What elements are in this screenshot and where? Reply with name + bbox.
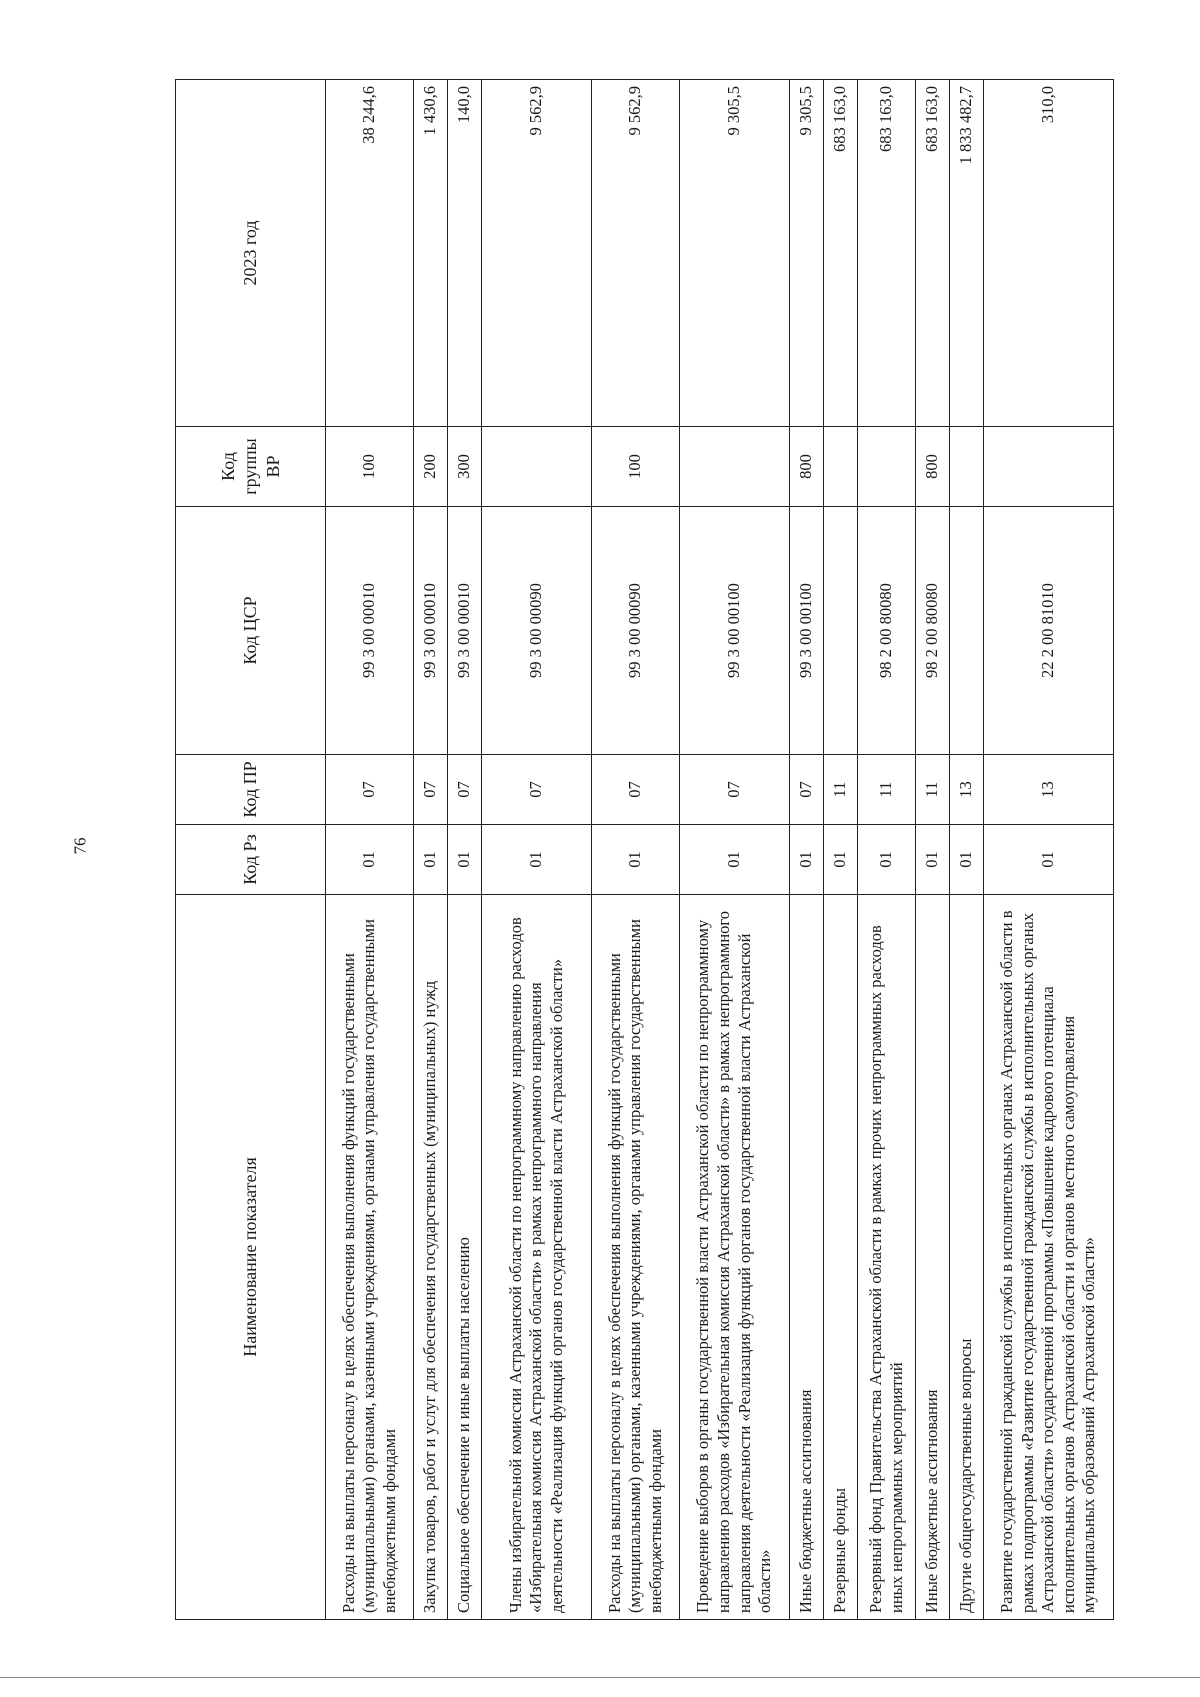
row-value: 1 833 482,7 <box>950 80 984 427</box>
row-csr: 98 2 00 80080 <box>858 507 916 755</box>
row-name: Другие общегосударственные вопросы <box>950 895 984 1620</box>
table-header <box>176 80 326 1620</box>
row-value: 683 163,0 <box>858 80 916 427</box>
row-name: Резервные фонды <box>824 895 858 1620</box>
row-vr <box>858 427 916 507</box>
row-value: 9 305,5 <box>790 80 824 427</box>
row-name: Расходы на выплаты персоналу в целях обеспечения выполнения функций государственными (муниципальными) органами, казенными учреждениями, органами управления государственными внебюджетными фондами <box>326 895 414 1620</box>
row-rz: 01 <box>790 825 824 895</box>
bottom-rule <box>0 1677 1200 1678</box>
row-csr: 99 3 00 00100 <box>680 507 790 755</box>
table-row <box>482 80 592 1620</box>
row-csr: 99 3 00 00090 <box>592 507 680 755</box>
table-row <box>824 80 858 1620</box>
row-csr: 99 3 00 00010 <box>414 507 448 755</box>
table-body <box>326 80 1114 1620</box>
row-name: Закупка товаров, работ и услуг для обеспечения государственных (муниципальных) нужд <box>414 895 448 1620</box>
row-csr <box>950 507 984 755</box>
row-value: 38 244,6 <box>326 80 414 427</box>
row-pr: 13 <box>984 755 1114 825</box>
row-csr: 99 3 00 00010 <box>448 507 482 755</box>
row-name: Члены избирательной комиссии Астраханской области по непрограммному направлению расходов «Избирательная комиссия Астраханской области» в рамках непрограммного направления деятельности «Реализация функций органов государственной власти Астраханской области» <box>482 895 592 1620</box>
table-row <box>326 80 414 1620</box>
row-pr: 07 <box>482 755 592 825</box>
table-row <box>950 80 984 1620</box>
table-row <box>448 80 482 1620</box>
row-name: Развитие государственной гражданской службы в исполнительных органах Астраханской области в рамках подпрограммы «Развитие государственной гражданской службы в исполнительных органах Астраханской области» государственной программы «Повышение кадрового потенциала исполнительных органов Астраханской области и органов местного самоуправления муниципальных образований Астраханской области» <box>984 895 1114 1620</box>
row-pr: 07 <box>790 755 824 825</box>
header-csr: Код ЦСР <box>176 507 326 755</box>
row-rz: 01 <box>414 825 448 895</box>
table-row <box>858 80 916 1620</box>
row-vr: 200 <box>414 427 448 507</box>
table-row <box>680 80 790 1620</box>
row-value: 1 430,6 <box>414 80 448 427</box>
row-pr: 07 <box>592 755 680 825</box>
row-vr <box>950 427 984 507</box>
row-name: Проведение выборов в органы государственной власти Астраханской области по непрограммному направлению расходов «Избирательная комиссия Астраханской области» в рамках непрограммного направления деятельности «Реализация функций органов государственной власти Астраханской области» <box>680 895 790 1620</box>
row-vr <box>680 427 790 507</box>
row-value: 9 305,5 <box>680 80 790 427</box>
row-vr <box>824 427 858 507</box>
row-rz: 01 <box>326 825 414 895</box>
row-csr: 99 3 00 00090 <box>482 507 592 755</box>
row-value: 9 562,9 <box>592 80 680 427</box>
table-row <box>790 80 824 1620</box>
header-pr: Код ПР <box>176 755 326 825</box>
table-row <box>414 80 448 1620</box>
header-name: Наименование показателя <box>176 895 326 1620</box>
row-value: 310,0 <box>984 80 1114 427</box>
row-name: Расходы на выплаты персоналу в целях обеспечения выполнения функций государственными (муниципальными) органами, казенными учреждениями, органами управления государственными внебюджетными фондами <box>592 895 680 1620</box>
row-pr: 07 <box>680 755 790 825</box>
row-value: 140,0 <box>448 80 482 427</box>
row-value: 9 562,9 <box>482 80 592 427</box>
row-vr: 800 <box>790 427 824 507</box>
row-rz: 01 <box>482 825 592 895</box>
header-rz: Код Рз <box>176 825 326 895</box>
row-csr <box>824 507 858 755</box>
row-pr: 13 <box>950 755 984 825</box>
header-year: 2023 год <box>176 80 326 427</box>
row-value: 683 163,0 <box>916 80 950 427</box>
row-rz: 01 <box>592 825 680 895</box>
row-name: Резервный фонд Правительства Астраханской области в рамках прочих непрограммных расходов иных непрограммных мероприятий <box>858 895 916 1620</box>
page-number: 76 <box>70 837 90 855</box>
table-row <box>592 80 680 1620</box>
header-vr: Код группы ВР <box>176 427 326 507</box>
table-row <box>916 80 950 1620</box>
row-rz: 01 <box>858 825 916 895</box>
row-rz: 01 <box>950 825 984 895</box>
row-csr: 99 3 00 00010 <box>326 507 414 755</box>
table-container <box>175 80 1099 1620</box>
row-vr: 100 <box>326 427 414 507</box>
row-rz: 01 <box>680 825 790 895</box>
row-vr: 100 <box>592 427 680 507</box>
row-rz: 01 <box>824 825 858 895</box>
row-pr: 07 <box>414 755 448 825</box>
budget-table <box>175 79 1114 1620</box>
row-vr <box>984 427 1114 507</box>
row-vr: 800 <box>916 427 950 507</box>
row-csr: 98 2 00 80080 <box>916 507 950 755</box>
row-pr: 07 <box>326 755 414 825</box>
row-rz: 01 <box>448 825 482 895</box>
row-name: Иные бюджетные ассигнования <box>916 895 950 1620</box>
row-rz: 01 <box>984 825 1114 895</box>
table-row <box>984 80 1114 1620</box>
row-pr: 07 <box>448 755 482 825</box>
row-csr: 99 3 00 00100 <box>790 507 824 755</box>
row-vr <box>482 427 592 507</box>
row-csr: 22 2 00 81010 <box>984 507 1114 755</box>
row-name: Социальное обеспечение и иные выплаты населению <box>448 895 482 1620</box>
row-pr: 11 <box>916 755 950 825</box>
row-vr: 300 <box>448 427 482 507</box>
row-pr: 11 <box>824 755 858 825</box>
row-name: Иные бюджетные ассигнования <box>790 895 824 1620</box>
row-rz: 01 <box>916 825 950 895</box>
row-pr: 11 <box>858 755 916 825</box>
row-value: 683 163,0 <box>824 80 858 427</box>
